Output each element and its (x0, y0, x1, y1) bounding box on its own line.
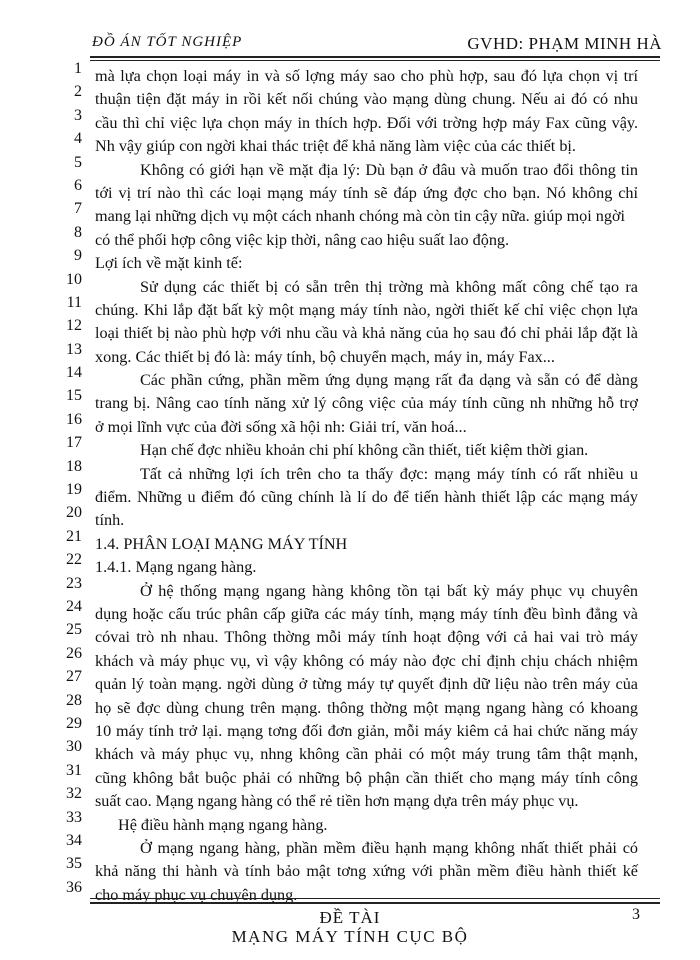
line-number: 36 (66, 878, 82, 896)
text-line (0, 200, 700, 229)
line-text: cóvai trò nh nhau. Thông thờng mỗi máy tính hoạt động với cả hai vai trò máy (95, 628, 638, 647)
line-number: 32 (66, 785, 82, 803)
line-number: 25 (66, 621, 82, 639)
text-line (0, 317, 700, 346)
line-text: Ở mạng ngang hàng, phần mềm điều hạnh mạng không nhất thiết phải có (140, 838, 638, 857)
text-line (0, 364, 700, 393)
line-text: cũng không bắt buộc phải có những bộ phận cần thiết cho mạng máy tính công (95, 768, 638, 787)
line-number: 14 (66, 364, 82, 382)
line-number: 19 (66, 481, 82, 499)
text-line (0, 387, 700, 416)
line-text: Hệ điều hành mạng ngang hàng. (118, 815, 328, 834)
text-line (0, 621, 700, 650)
footer-rule-thin (90, 898, 660, 899)
header-document-type: ĐỒ ÁN TỐT NGHIỆP (92, 34, 243, 50)
text-line (0, 247, 700, 276)
line-number: 16 (66, 410, 82, 428)
line-number: 17 (66, 434, 82, 452)
line-text: mà lựa chọn loại máy in và số lợng máy sao cho phù hợp, sau đó lựa chọn vị trí (95, 67, 638, 85)
line-text: cầu thì chỉ việc lựa chọn máy in thích hợp. Đối với trờng hợp máy Fax cũng vậy. (95, 113, 638, 132)
text-line (0, 481, 700, 510)
text-line (0, 293, 700, 323)
line-text: họ sẽ đợc dùng chung trên mạng. thông thờng một mạng ngang hàng có khoang (95, 698, 638, 717)
text-line (0, 176, 700, 206)
line-text: cho máy phục vụ chuyên dụng. (95, 885, 298, 904)
line-text: 1.4.1. Mạng ngang hàng. (95, 558, 257, 577)
line-text: dụng hoặc cấu trúc phân cấp giữa các máy tính, mạng máy tính đều bình đẳng và (95, 604, 638, 623)
text-line (0, 808, 700, 838)
line-number: 29 (66, 714, 82, 732)
line-number: 26 (66, 644, 82, 662)
text-line (0, 738, 700, 767)
line-number: 23 (66, 574, 82, 592)
line-text: Ở hệ thống mạng ngang hàng không tồn tại bất kỳ máy phục vụ chuyên (140, 581, 638, 600)
line-text: quản lý toàn mạng. ngời dùng ở từng máy tự quyết định dữ liệu nào trên máy của (95, 675, 638, 694)
line-text: Sử dụng các thiết bị có sẵn trên thị trờng mà không mất công chế tạo ra (140, 277, 638, 296)
text-line (0, 130, 700, 159)
text-line (0, 410, 700, 440)
line-text: xong. Các thiết bị đó là: máy tính, bộ chuyển mạch, máy in, máy Fax... (95, 347, 555, 366)
line-number: 12 (66, 317, 82, 335)
text-line (0, 83, 700, 112)
line-text: thuận tiện đặt máy in rồi kết nối chúng vào mạng dùng chung. Nếu ai đó có nhu (95, 90, 638, 109)
line-number: 21 (66, 527, 82, 545)
line-text: khách và máy phục vụ, vì vậy không có máy nào đợc chỉ định chịu chách nhiệm (95, 651, 638, 670)
line-text: ở mọi lĩnh vực của đời sống xã hội nh: Giải trí, văn hoá... (95, 417, 467, 436)
line-text: khách và máy phục vụ, nhng không cần phải có một máy trung tâm thật mạnh, (95, 745, 638, 764)
line-number: 15 (66, 387, 82, 405)
line-number: 27 (66, 668, 82, 686)
text-line (0, 223, 700, 253)
line-number: 7 (74, 200, 82, 218)
line-number: 5 (74, 153, 82, 171)
header-advisor: GVHD: PHẠM MINH HÀ (467, 34, 662, 53)
line-text: chúng. Khi lắp đặt bất kỳ một mạng máy tính nào, ngời thiết kế chỉ việc chọn lựa (95, 300, 638, 319)
line-number: 13 (66, 340, 82, 358)
line-number: 30 (66, 738, 82, 756)
text-line (0, 527, 700, 557)
line-number: 1 (74, 60, 82, 77)
text-line (0, 60, 700, 89)
text-line (0, 504, 700, 533)
line-text: Hạn chế đợc nhiều khoản chi phí không cần thiết, tiết kiệm thời gian. (140, 441, 589, 460)
line-number: 28 (66, 691, 82, 709)
text-line (0, 153, 700, 183)
line-text: điểm. Những u điểm đó cũng chính là lí do để tiến hành thiết lập các mạng máy (95, 488, 638, 507)
footer-title: ĐỀ TÀI (319, 908, 381, 927)
text-line (0, 691, 700, 721)
line-text: Các phần cứng, phần mềm ứng dụng mạng rất đa dạng và sẵn có để dàng (140, 371, 638, 390)
text-line (0, 551, 700, 580)
line-text: 10 máy tính trở lại. mạng tơng đối đơn giản, mỗi máy kiêm cả hai chức năng máy (95, 721, 638, 740)
footer-rule (90, 902, 660, 904)
line-text: khả năng thi hành và tính bảo mật tơng xứng với phần mềm điều hành thiết kế (95, 862, 638, 881)
line-text: suất cao. Mạng ngang hàng có thể rẻ tiền hơn mạng dựa trên máy phục vụ. (95, 792, 579, 811)
text-line (0, 714, 700, 744)
text-line (0, 644, 700, 674)
text-line (0, 106, 700, 136)
line-text: Nh vậy giúp con ngời khai thác triệt để khả năng làm việc của các thiết bị. (95, 137, 576, 156)
line-number: 2 (74, 83, 82, 101)
line-text: có thể phối hợp công việc kịp thời, nâng cao hiệu suất lao động. (95, 230, 510, 249)
document-body (0, 60, 700, 908)
text-line (0, 855, 700, 884)
line-number: 6 (74, 176, 82, 194)
line-number: 9 (74, 247, 82, 265)
line-text: tính. (95, 511, 125, 530)
line-number: 31 (66, 761, 82, 779)
page-number: 3 (632, 906, 640, 923)
line-number: 4 (74, 130, 82, 148)
text-line (0, 434, 700, 463)
text-line (0, 668, 700, 697)
text-line (0, 878, 700, 908)
line-number: 20 (66, 504, 82, 522)
text-line (0, 785, 700, 814)
line-number: 24 (66, 597, 82, 615)
line-number: 8 (74, 223, 82, 241)
line-text: mang lại những dịch vụ một cách nhanh chóng mà còn tin cậy nữa. giúp mọi ngời (95, 207, 626, 226)
header-rule-thin (90, 60, 660, 61)
line-number: 34 (66, 831, 82, 849)
text-line (0, 574, 700, 604)
text-line (0, 597, 700, 627)
line-number: 35 (66, 855, 82, 873)
line-text: loại thiết bị nào phù hợp với nhu cầu và khả năng của họ sau đó chỉ phải lắp đặt là (95, 324, 638, 343)
line-text: Tất cả những lợi ích trên cho ta thấy đợc: mạng máy tính có rất nhiều u (140, 464, 638, 483)
text-line (0, 831, 700, 861)
text-line (0, 270, 700, 300)
text-line (0, 761, 700, 791)
line-number: 3 (74, 106, 82, 124)
header-rule (90, 56, 660, 58)
line-number: 18 (66, 457, 82, 475)
line-number: 22 (66, 551, 82, 569)
line-text: Lợi ích về mặt kinh tế: (95, 254, 243, 273)
line-number: 10 (66, 270, 82, 288)
line-text: Không có giới hạn về mặt địa lý: Dù bạn ở đâu và muốn trao đổi thông tin (140, 160, 638, 179)
footer-subtitle: MẠNG MÁY TÍNH CỤC BỘ (231, 927, 469, 946)
line-text: 1.4. PHÂN LOẠI MẠNG MÁY TÍNH (95, 534, 348, 553)
line-text: tới vị trí nào thì các loại mạng máy tính sẽ đáp ứng đợc cho bạn. Nó không chỉ (95, 183, 638, 202)
line-text: trang bị. Nâng cao tính năng xử lý công việc của máy tính cũng nh những hỗ trợ (95, 394, 638, 413)
line-number: 11 (66, 293, 82, 311)
text-line (0, 340, 700, 370)
line-number: 33 (66, 808, 82, 826)
text-line (0, 457, 700, 487)
